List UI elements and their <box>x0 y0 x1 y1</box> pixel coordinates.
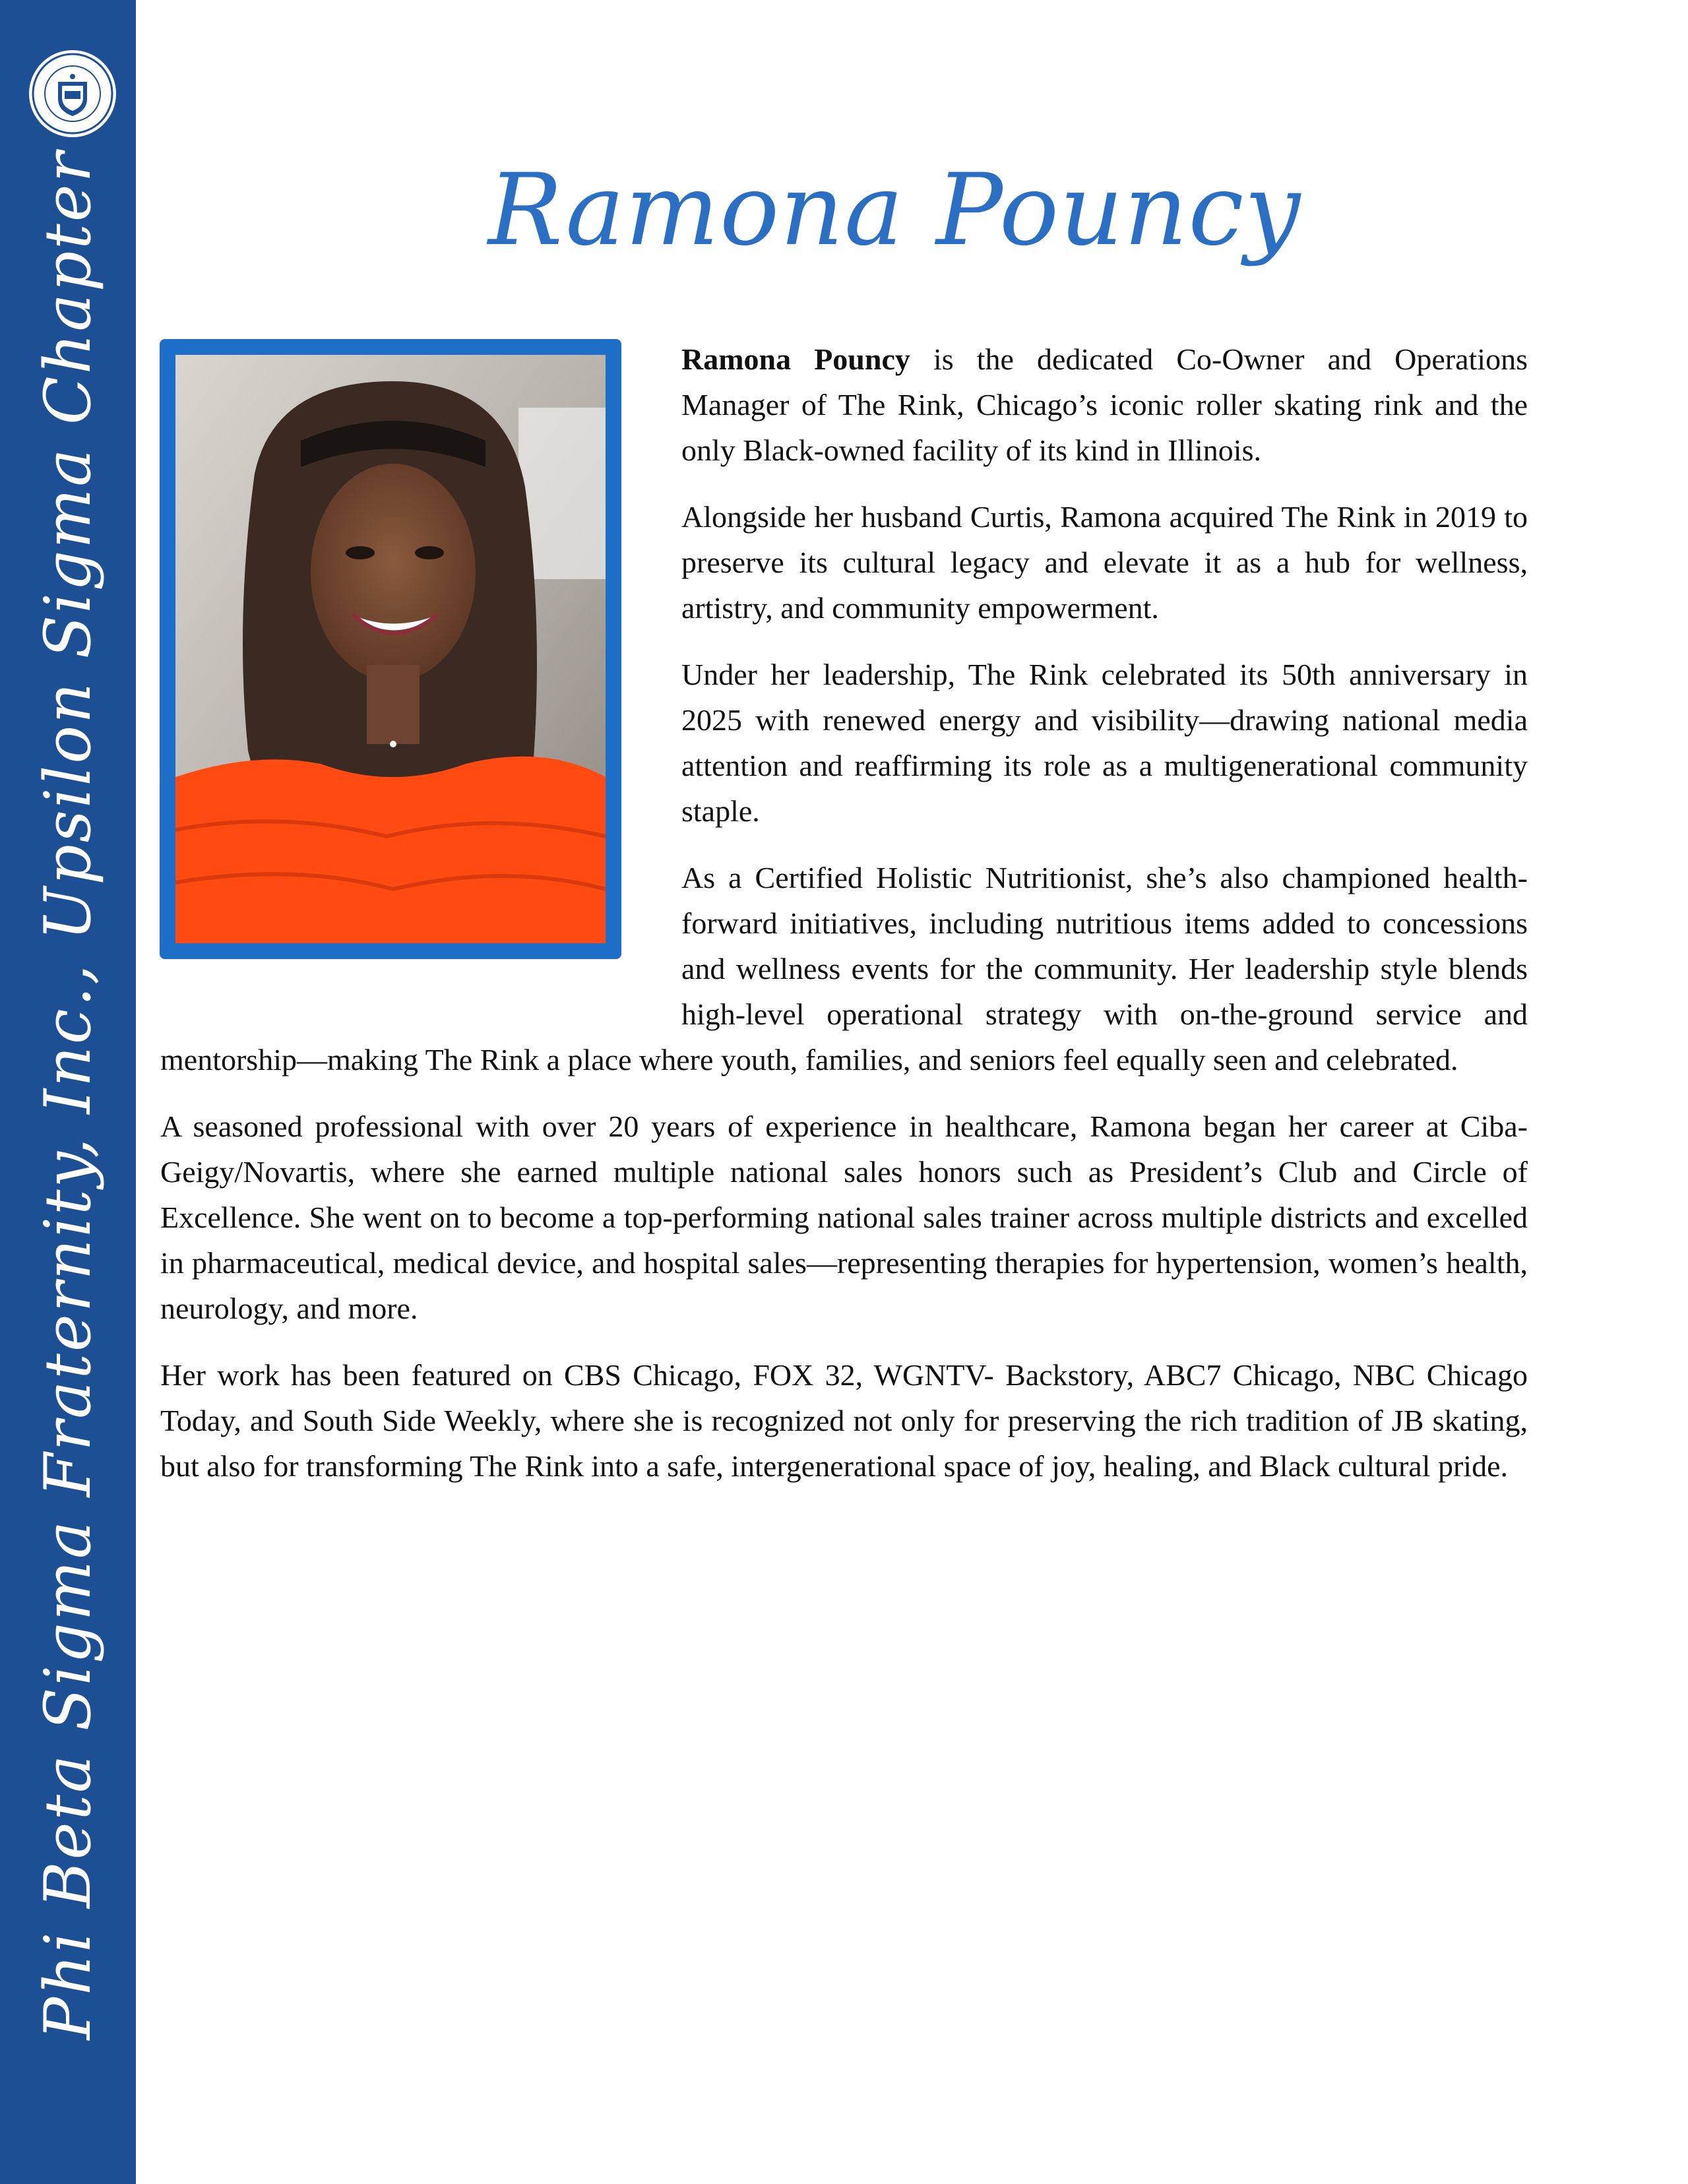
bio-intro-text: is the dedicated Co-Owner and Operations Manager of The Rink, Chicago’s iconic roller skating rink and the only Black-owned facility of its kind in Illinois. <box>681 342 1528 467</box>
bio-paragraph-5: A seasoned professional with over 20 years of experience in healthcare, Ramona began her career at Ciba-Geigy/Novartis, where she earned multiple national sales honors such as President’s Club and Circle of Excellence. She went on to become a top-performing national sales trainer across multiple districts and excelled in pharmaceutical, medical device, and hospital sales—representing therapies for hypertension, women’s health, neurology, and more. <box>160 1109 1528 1325</box>
sidebar-band <box>0 0 136 2184</box>
page-title: Ramona Pouncy <box>488 153 1301 268</box>
bio-paragraph-3: Under her leadership, The Rink celebrated its 50th anniversary in 2025 with renewed energy and visibility—drawing national media attention and reaffirming its role as a multigenerational community staple. <box>681 658 1528 828</box>
bio-paragraph-4: As a Certified Holistic Nutritionist, she’s also championed health-forward initiatives, including nutritious items added to concessions and wellness events for the community. Her leadership style blends high-level operational strategy with on-the-ground service and mentorship—making The Rink a place where youth, families, and seniors feel equally seen and celebrated. <box>160 861 1528 1076</box>
bio-name: Ramona Pouncy <box>681 342 910 376</box>
bio-paragraph-6: Her work has been featured on CBS Chicago, FOX 32, WGNTV- Backstory, ABC7 Chicago, NBC Chicago Today, and South Side Weekly, where she is recognized not only for preserving the rich tradition of JB skating, but also for transforming The Rink into a safe, intergenerational space of joy, healing, and Black cultural pride. <box>160 1358 1528 1483</box>
sidebar-vertical-text: Phi Beta Sigma Fraternity, Inc., Upsilon Sigma Chapter <box>31 150 105 2040</box>
bio-text <box>160 336 1528 1510</box>
fraternity-seal-icon <box>26 47 119 140</box>
bio-paragraph-2: Alongside her husband Curtis, Ramona acquired The Rink in 2019 to preserve its cultural legacy and elevate it as a hub for wellness, artistry, and community empowerment. <box>681 500 1528 625</box>
